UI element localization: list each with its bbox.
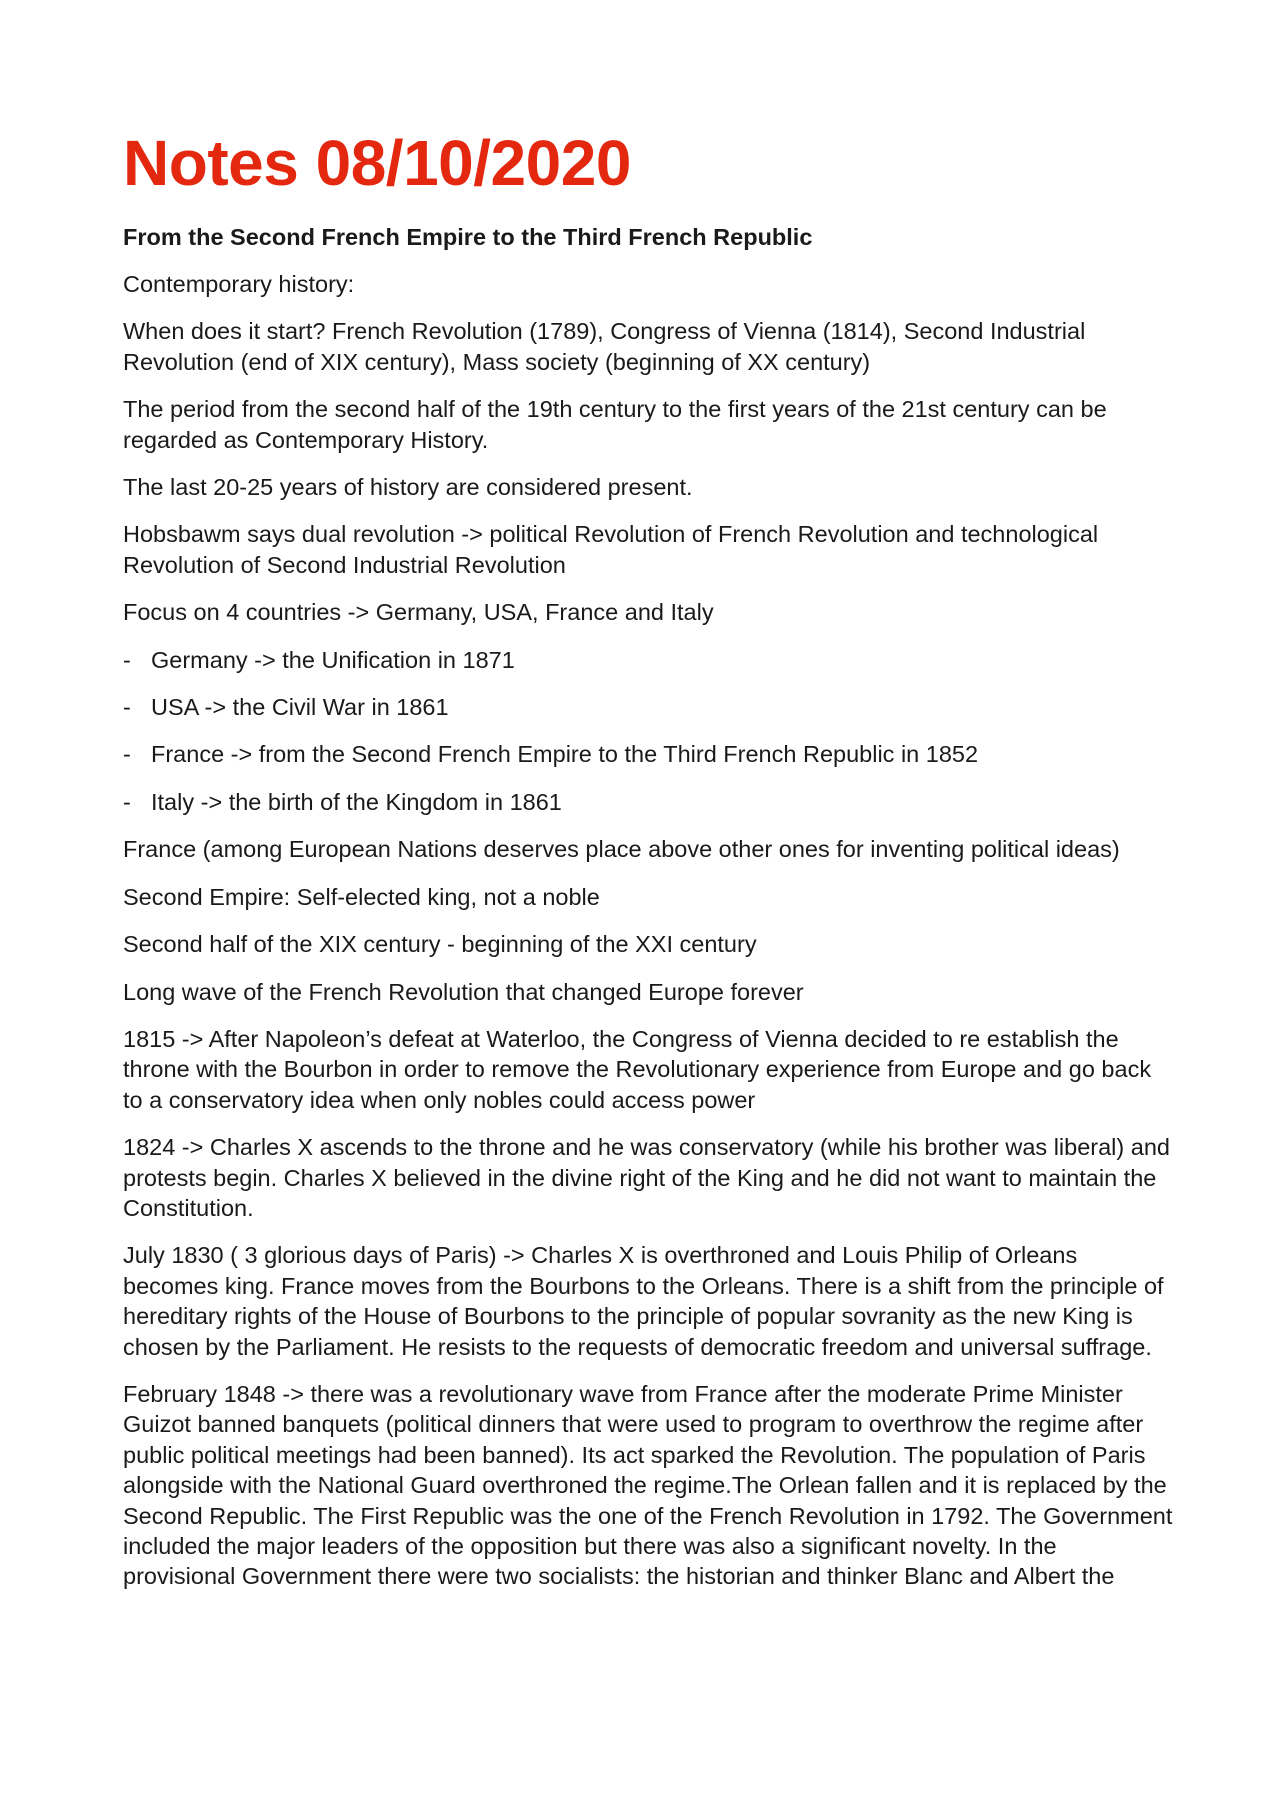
country-list: [123, 645, 1175, 818]
document-page: [123, 125, 1175, 1609]
paragraph-time-span: Second half of the XIX century - beginning of the XXI century: [123, 931, 757, 958]
paragraph-hobsbawm: Hobsbawm says dual revolution -> political Revolution of French Revolution and technological Revolution of Second Industrial Revolution: [123, 521, 1099, 578]
paragraph-focus-countries: Focus on 4 countries -> Germany, USA, France and Italy: [123, 599, 714, 626]
list-item-germany: [123, 645, 1175, 675]
paragraph-july-1830: July 1830 ( 3 glorious days of Paris) -> Charles X is overthroned and Louis Philip of Orleans becomes king. France moves from the Bourbons to the Orleans. There is a shift from the principle of hereditary rights of the House of Bourbons to the principle of popular sovranity as the new King is chosen by the Parliament. He resists to the requests of democratic freedom and universal suffrage.: [123, 1242, 1164, 1360]
paragraph-february-1848: February 1848 -> there was a revolutionary wave from France after the moderate Prime Minister Guizot banned banquets (political dinners that were used to program to overthrow the regime after public political meetings had been banned). Its act sparked the Revolution. The population of Paris alongside with the National Guard overthroned the regime.The Orlean fallen and it is replaced by the Second Republic. The First Republic was the one of the French Revolution in 1792. The Government included the major leaders of the opposition but there was also a significant novelty. In the provisional Government there were two socialists: the historian and thinker Blanc and Albert the: [123, 1380, 1173, 1590]
list-item-italy: [123, 787, 1175, 817]
paragraph-france-political-ideas: France (among European Nations deserves place above other ones for inventing political ideas): [123, 836, 1120, 863]
paragraph-contemporary-history: Contemporary history:: [123, 271, 355, 297]
list-item-text: Germany -> the Unification in 1871: [151, 646, 515, 673]
bullet-dash: -: [123, 741, 131, 768]
paragraph-present: The last 20-25 years of history are considered present.: [123, 474, 693, 501]
list-item-france: [123, 739, 1175, 769]
bullet-dash: -: [123, 788, 131, 815]
section-heading: From the Second French Empire to the Third French Republic: [123, 224, 813, 250]
paragraph-second-empire: Second Empire: Self-elected king, not a noble: [123, 883, 600, 910]
page-title: Notes 08/10/2020: [123, 127, 631, 199]
bullet-dash: -: [123, 646, 131, 673]
list-item-text: France -> from the Second French Empire to the Third French Republic in 1852: [151, 741, 979, 768]
bullet-dash: -: [123, 694, 131, 721]
list-item-usa: [123, 692, 1175, 722]
paragraph-when-start: When does it start? French Revolution (1789), Congress of Vienna (1814), Second Industrial Revolution (end of XIX century), Mass society (beginning of XX century): [123, 318, 1086, 375]
paragraph-1824: 1824 -> Charles X ascends to the throne and he was conservatory (while his brother was liberal) and protests begin. Charles X believed in the divine right of the King and he did not want to maintain the Constitution.: [123, 1134, 1170, 1221]
paragraph-long-wave: Long wave of the French Revolution that changed Europe forever: [123, 978, 804, 1005]
list-item-text: USA -> the Civil War in 1861: [151, 694, 449, 721]
paragraph-1815: 1815 -> After Napoleon’s defeat at Waterloo, the Congress of Vienna decided to re establish the throne with the Bourbon in order to remove the Revolutionary experience from Europe and go back to a conservatory idea when only nobles could access power: [123, 1025, 1152, 1113]
paragraph-period-definition: The period from the second half of the 19th century to the first years of the 21st century can be regarded as Contemporary History.: [123, 396, 1107, 453]
list-item-text: Italy -> the birth of the Kingdom in 1861: [151, 788, 562, 815]
